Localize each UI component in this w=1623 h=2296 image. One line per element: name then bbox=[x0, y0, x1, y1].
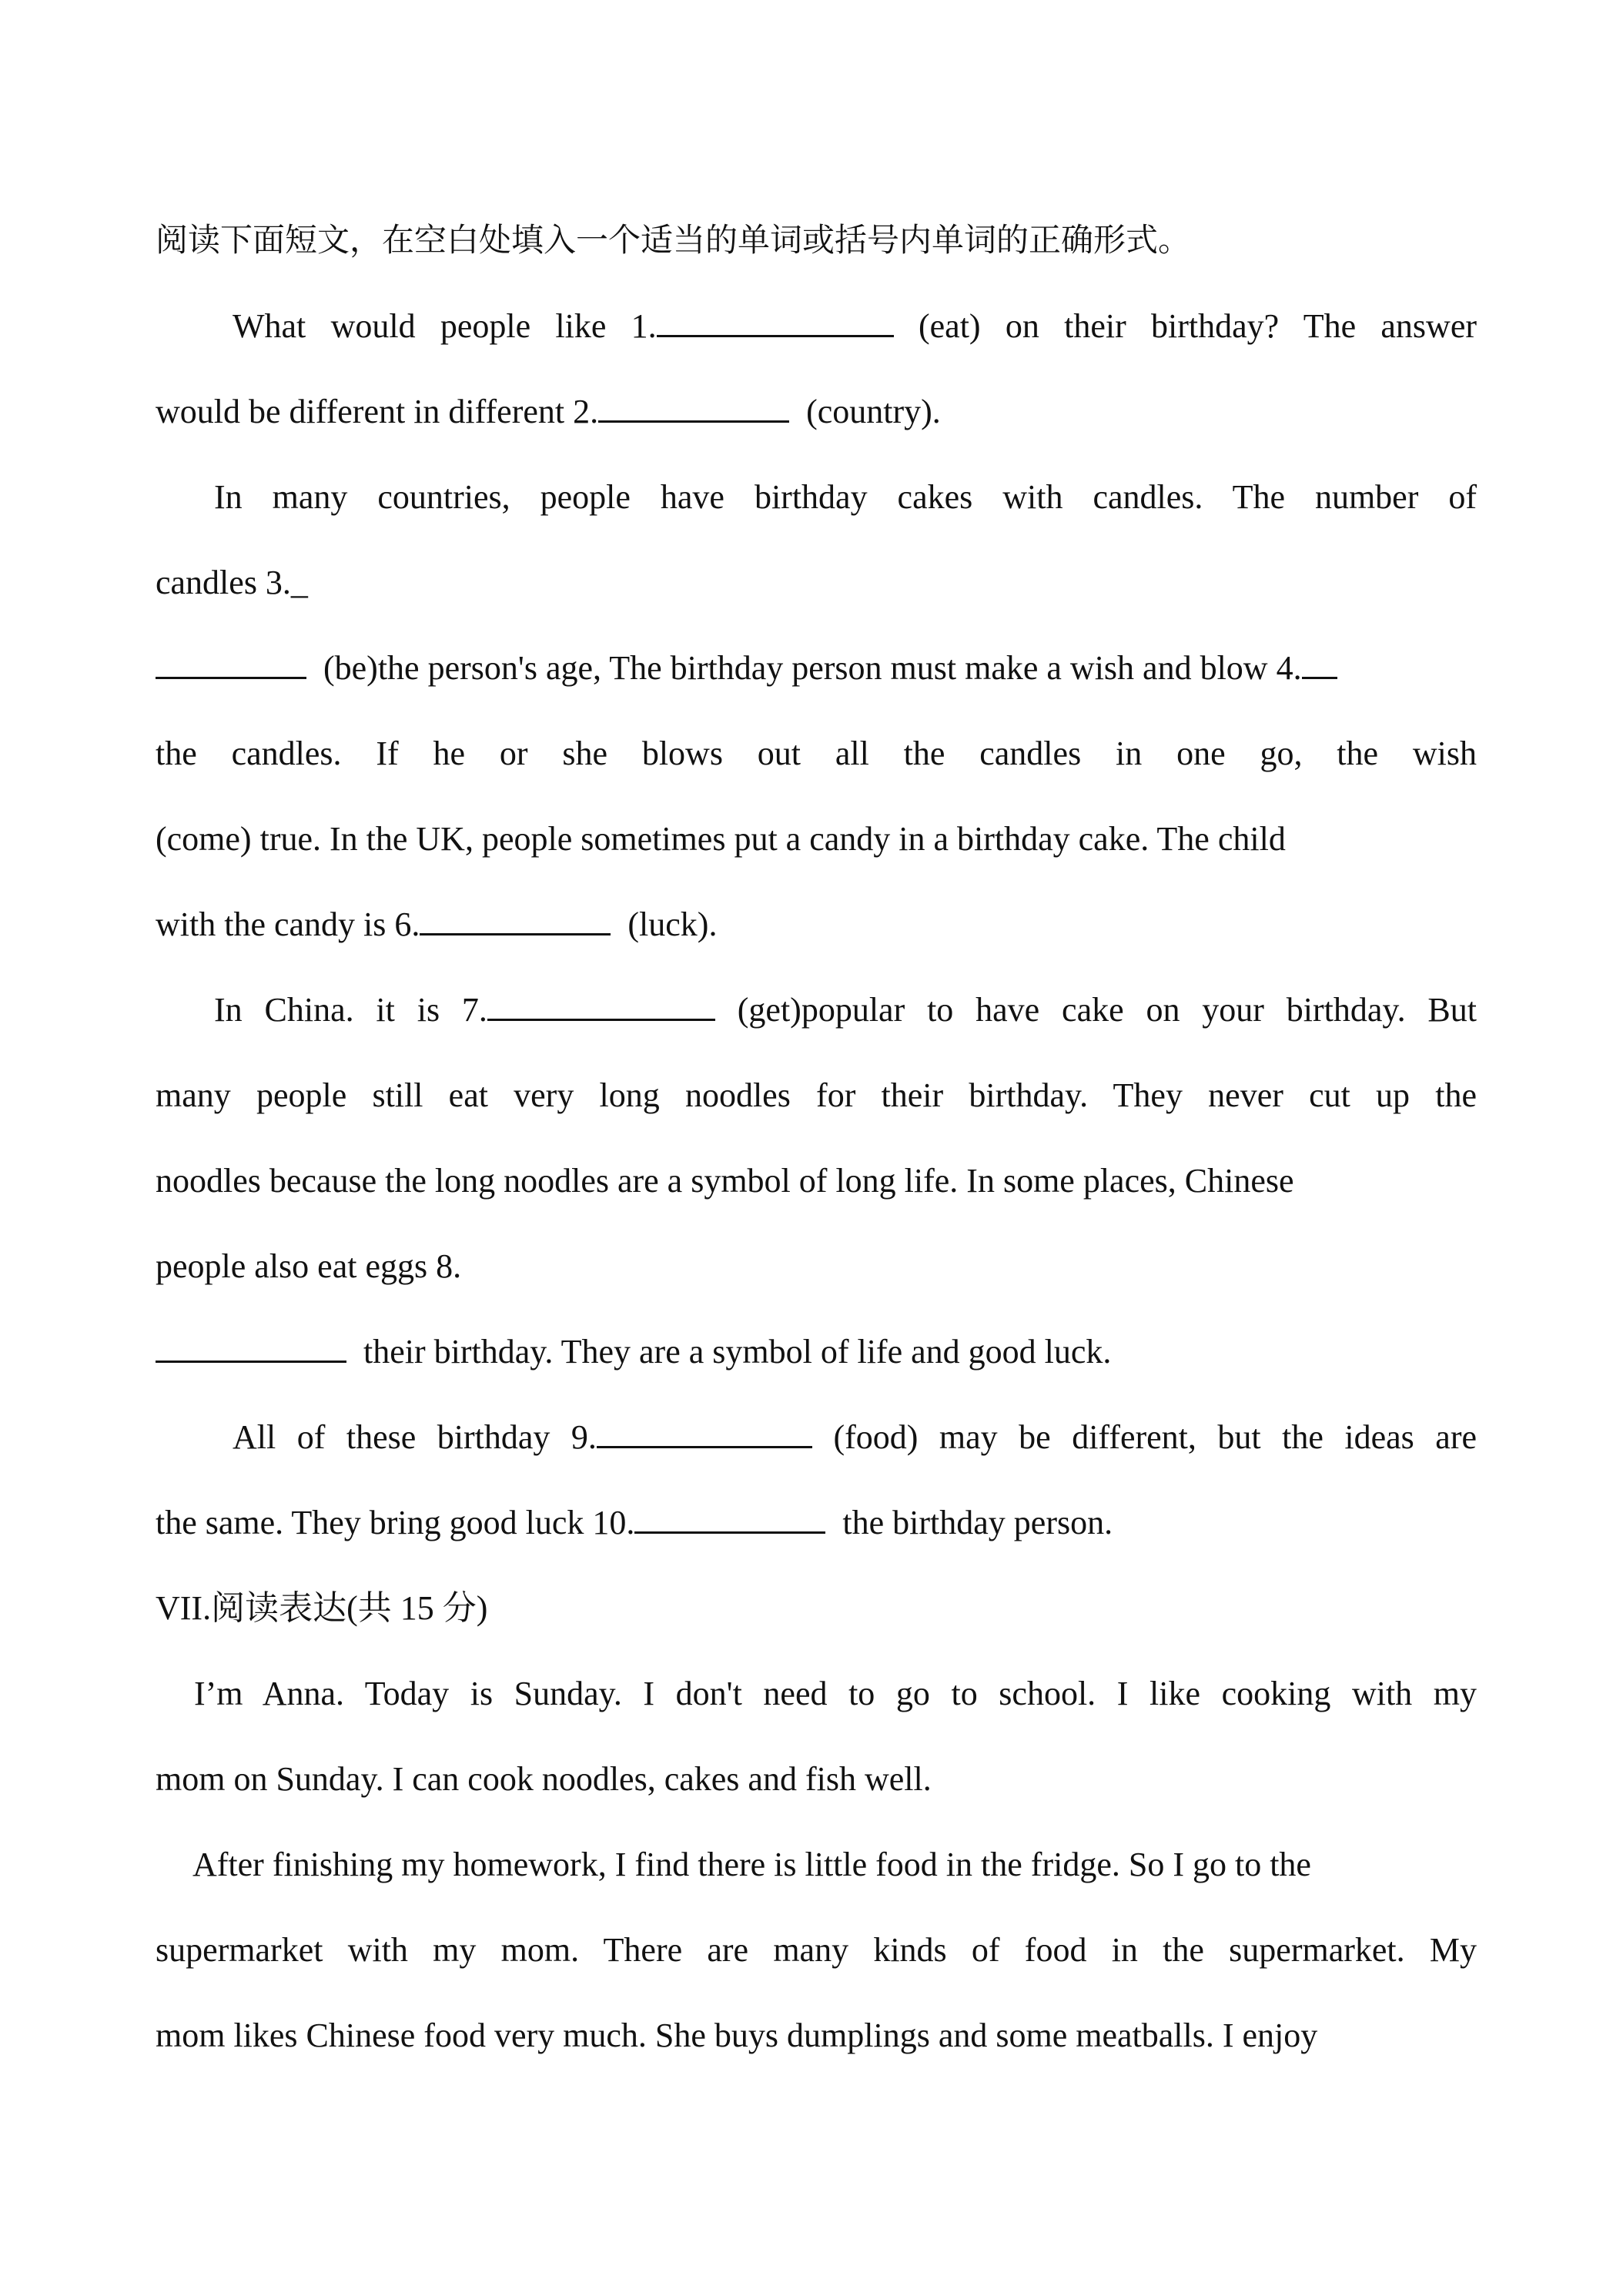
passage1-line-3: In many countries, people have birthday cakes with candles. The number of bbox=[214, 478, 1477, 516]
passage1-line-15 bbox=[156, 1500, 1477, 1546]
text-span: All of these birthday 9. bbox=[233, 1418, 597, 1456]
text-span: would be different in different 2. bbox=[156, 393, 599, 430]
passage1-line-13 bbox=[156, 1329, 1477, 1375]
text-span: (get)popular to have cake on your birthday. But bbox=[737, 991, 1477, 1029]
passage2-line-1: I’m Anna. Today is Sunday. I don't need to go to school. I like cooking with my bbox=[194, 1675, 1477, 1712]
passage2-line-4: supermarket with my mom. There are many kinds of food in the supermarket. My bbox=[156, 1931, 1477, 1969]
passage1-line-11: noodles because the long noodles are a symbol of long life. In some places, Chinese bbox=[156, 1162, 1294, 1200]
text-span: In China. it is 7. bbox=[214, 991, 487, 1029]
passage1-line-2 bbox=[156, 389, 1477, 435]
text-span: (food) may be different, but the ideas are bbox=[833, 1418, 1477, 1456]
answer-blank-2[interactable] bbox=[598, 390, 789, 423]
passage1-line-4: candles 3._ bbox=[156, 564, 308, 601]
text-span: the same. They bring good luck 10. bbox=[156, 1504, 635, 1541]
answer-blank-1[interactable] bbox=[657, 304, 894, 337]
text-span: What would people like 1. bbox=[233, 307, 657, 345]
passage1-line-9 bbox=[214, 987, 1477, 1033]
passage1-line-8 bbox=[156, 902, 1477, 948]
passage1-line-12: people also eat eggs 8. bbox=[156, 1247, 462, 1285]
text-span: with the candy is 6. bbox=[156, 905, 420, 943]
answer-blank-8[interactable] bbox=[156, 1330, 346, 1363]
answer-blank-7[interactable] bbox=[487, 988, 715, 1021]
text-span: the birthday person. bbox=[842, 1504, 1113, 1541]
passage2-line-5: mom likes Chinese food very much. She buys dumplings and some meatballs. I enjoy bbox=[156, 2017, 1318, 2054]
passage1-line-5 bbox=[156, 645, 1477, 691]
passage1-line-1 bbox=[233, 303, 1477, 350]
passage2-line-2: mom on Sunday. I can cook noodles, cakes and fish well. bbox=[156, 1760, 932, 1798]
section-heading: VII.阅读表达(共 15 分) bbox=[156, 1589, 488, 1627]
text-span: (eat) on their birthday? The answer bbox=[918, 307, 1477, 345]
text-span: (luck). bbox=[627, 905, 718, 943]
passage1-line-7: (come) true. In the UK, people sometimes put a candy in a birthday cake. The child bbox=[156, 820, 1286, 858]
answer-blank-3[interactable] bbox=[156, 646, 306, 679]
instruction-text: 阅读下面短文，在空白处填入一个适当的单词或括号内单词的正确形式。 bbox=[156, 221, 1191, 259]
answer-blank-9[interactable] bbox=[597, 1415, 812, 1448]
passage1-line-10: many people still eat very long noodles for their birthday. They never cut up the bbox=[156, 1076, 1477, 1114]
passage1-line-14 bbox=[233, 1414, 1477, 1461]
answer-blank-4[interactable] bbox=[1302, 646, 1337, 679]
passage1-line-6: the candles. If he or she blows out all the candles in one go, the wish bbox=[156, 735, 1477, 772]
answer-blank-10[interactable] bbox=[634, 1501, 825, 1534]
passage2-line-3: After finishing my homework, I find there is little food in the fridge. So I go to the bbox=[192, 1846, 1311, 1883]
text-span: their birthday. They are a symbol of life and good luck. bbox=[363, 1333, 1112, 1371]
answer-blank-6[interactable] bbox=[420, 902, 611, 935]
text-span: (be)the person's age, The birthday person must make a wish and blow 4. bbox=[323, 649, 1302, 687]
text-span: (country). bbox=[806, 393, 941, 430]
